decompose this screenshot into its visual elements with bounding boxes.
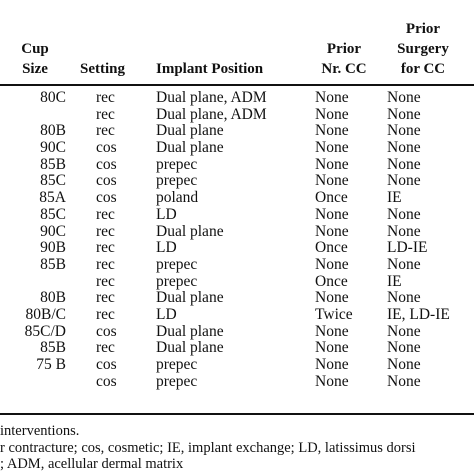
cell-implant-position: prepec xyxy=(156,155,198,173)
cell-prior-surgery: None xyxy=(387,289,421,307)
cell-prior-nr-cc: None xyxy=(315,122,349,140)
cell-prior-surgery: None xyxy=(387,205,421,223)
header-prior-surgery xyxy=(388,19,458,79)
cell-setting: rec xyxy=(96,255,115,273)
cell-cup-size: 80B xyxy=(40,289,66,307)
cell-cup-size: 80C xyxy=(40,89,66,106)
cell-prior-nr-cc: None xyxy=(315,222,349,240)
header-prior-surgery-line-1: Prior xyxy=(405,21,441,37)
table-row xyxy=(0,290,474,307)
cell-prior-nr-cc: Twice xyxy=(315,305,353,323)
table-row xyxy=(0,107,474,124)
table-row xyxy=(0,157,474,174)
table-row xyxy=(0,207,474,224)
cell-setting: rec xyxy=(96,122,115,140)
cell-prior-surgery: None xyxy=(387,105,421,123)
cell-setting: rec xyxy=(96,239,115,257)
cell-prior-nr-cc: Once xyxy=(315,272,348,290)
footnote-line-1: interventions. xyxy=(0,423,80,439)
cell-prior-surgery: None xyxy=(387,222,421,240)
cell-prior-nr-cc: None xyxy=(315,289,349,307)
table-row xyxy=(0,257,474,274)
cell-implant-position: Dual plane xyxy=(156,289,224,307)
cell-cup-size: 90C xyxy=(40,139,66,157)
header-setting: Setting xyxy=(80,61,125,77)
cell-cup-size: 75 B xyxy=(36,356,66,373)
cell-setting: cos xyxy=(96,356,117,373)
cell-setting: rec xyxy=(96,105,115,123)
cell-prior-nr-cc: None xyxy=(315,155,349,173)
table-row xyxy=(0,224,474,241)
header-implant-position: Implant Position xyxy=(156,61,264,77)
cell-prior-nr-cc: None xyxy=(315,172,349,190)
table-row xyxy=(0,340,474,357)
cell-prior-nr-cc: Once xyxy=(315,189,348,207)
cell-prior-surgery: IE, LD-IE xyxy=(387,305,450,323)
cell-prior-surgery: None xyxy=(387,139,421,157)
header-cup-size-line-2: Size xyxy=(22,61,48,77)
cell-implant-position: prepec xyxy=(156,356,198,373)
cell-prior-surgery: None xyxy=(387,322,421,340)
cell-implant-position: Dual plane xyxy=(156,122,224,140)
cell-cup-size: 80B/C xyxy=(25,305,66,323)
cell-cup-size: 90C xyxy=(40,222,66,240)
cell-setting: cos xyxy=(96,155,117,173)
cell-cup-size: 90B xyxy=(40,239,66,257)
cell-implant-position: Dual plane xyxy=(156,139,224,157)
cell-prior-nr-cc: None xyxy=(315,89,349,106)
cell-setting: cos xyxy=(96,189,117,207)
cell-cup-size: 80B xyxy=(40,122,66,140)
cell-prior-surgery: None xyxy=(387,255,421,273)
cell-implant-position: Dual plane xyxy=(156,222,224,240)
footnotes xyxy=(0,423,474,473)
table-row xyxy=(0,123,474,140)
header-prior-surgery-line-2: Surgery xyxy=(397,41,449,57)
cell-cup-size: 85B xyxy=(40,339,66,357)
cell-prior-surgery: None xyxy=(387,122,421,140)
cell-setting: rec xyxy=(96,222,115,240)
cell-implant-position: LD xyxy=(156,305,177,323)
cell-implant-position: LD xyxy=(156,239,177,257)
cell-setting: rec xyxy=(96,289,115,307)
footnote-line-2: r contracture; cos, cosmetic; IE, implant exchange; LD, latissimus dorsi xyxy=(0,439,416,456)
cell-setting: cos xyxy=(96,372,117,390)
cell-implant-position: poland xyxy=(156,189,199,207)
cell-prior-nr-cc: None xyxy=(315,255,349,273)
cell-prior-nr-cc: None xyxy=(315,139,349,157)
table-row xyxy=(0,357,474,374)
table-row xyxy=(0,307,474,324)
cell-prior-surgery: None xyxy=(387,172,421,190)
header-prior-nr-cc-line-1: Prior xyxy=(326,41,362,57)
table-row xyxy=(0,240,474,257)
cell-implant-position: prepec xyxy=(156,372,198,390)
header-prior-surgery-line-3: for CC xyxy=(400,61,446,77)
cell-prior-surgery: None xyxy=(387,372,421,390)
cell-implant-position: Dual plane xyxy=(156,339,224,357)
cell-prior-surgery: None xyxy=(387,89,421,106)
header-prior-nr-cc-line-2: Nr. CC xyxy=(321,61,367,77)
cell-prior-nr-cc: None xyxy=(315,356,349,373)
cell-prior-nr-cc: None xyxy=(315,339,349,357)
cell-implant-position: Dual plane xyxy=(156,322,224,340)
header-prior-nr-cc xyxy=(313,39,375,79)
cell-cup-size: 85B xyxy=(40,255,66,273)
cell-setting: rec xyxy=(96,305,115,323)
cell-cup-size: 85B xyxy=(40,155,66,173)
cell-implant-position: prepec xyxy=(156,272,198,290)
cell-prior-surgery: None xyxy=(387,356,421,373)
table-row xyxy=(0,190,474,207)
cell-setting: cos xyxy=(96,139,117,157)
cell-cup-size: 85A xyxy=(39,189,66,207)
cell-setting: rec xyxy=(96,339,115,357)
cell-implant-position: Dual plane, ADM xyxy=(156,89,267,106)
cell-prior-surgery: IE xyxy=(387,272,402,290)
cell-prior-surgery: IE xyxy=(387,189,402,207)
bottom-rule xyxy=(0,413,474,415)
cell-implant-position: prepec xyxy=(156,255,198,273)
cell-prior-nr-cc: None xyxy=(315,322,349,340)
cell-prior-nr-cc: None xyxy=(315,105,349,123)
header-cup-size-line-1: Cup xyxy=(21,41,49,57)
table-row xyxy=(0,173,474,190)
cell-implant-position: Dual plane, ADM xyxy=(156,105,267,123)
cell-implant-position: prepec xyxy=(156,172,198,190)
cell-cup-size: 85C xyxy=(40,205,66,223)
cell-setting: cos xyxy=(96,172,117,190)
cell-prior-nr-cc: None xyxy=(315,205,349,223)
cell-setting: rec xyxy=(96,89,115,106)
cell-cup-size: 85C/D xyxy=(24,322,66,340)
cell-prior-nr-cc: None xyxy=(315,372,349,390)
header-cup-size xyxy=(14,39,56,79)
table-row xyxy=(0,90,474,107)
cell-prior-surgery: LD-IE xyxy=(387,239,428,257)
table-row xyxy=(0,324,474,341)
header-rule xyxy=(0,84,474,86)
cell-implant-position: LD xyxy=(156,205,177,223)
cell-cup-size: 85C xyxy=(40,172,66,190)
table-body xyxy=(0,90,474,390)
table-row xyxy=(0,140,474,157)
table-row xyxy=(0,374,474,391)
cell-setting: rec xyxy=(96,205,115,223)
cell-setting: cos xyxy=(96,322,117,340)
cell-setting: rec xyxy=(96,272,115,290)
cell-prior-nr-cc: Once xyxy=(315,239,348,257)
cell-prior-surgery: None xyxy=(387,155,421,173)
table-row xyxy=(0,274,474,291)
footnote-line-3: ; ADM, acellular dermal matrix xyxy=(0,456,184,472)
cell-prior-surgery: None xyxy=(387,339,421,357)
